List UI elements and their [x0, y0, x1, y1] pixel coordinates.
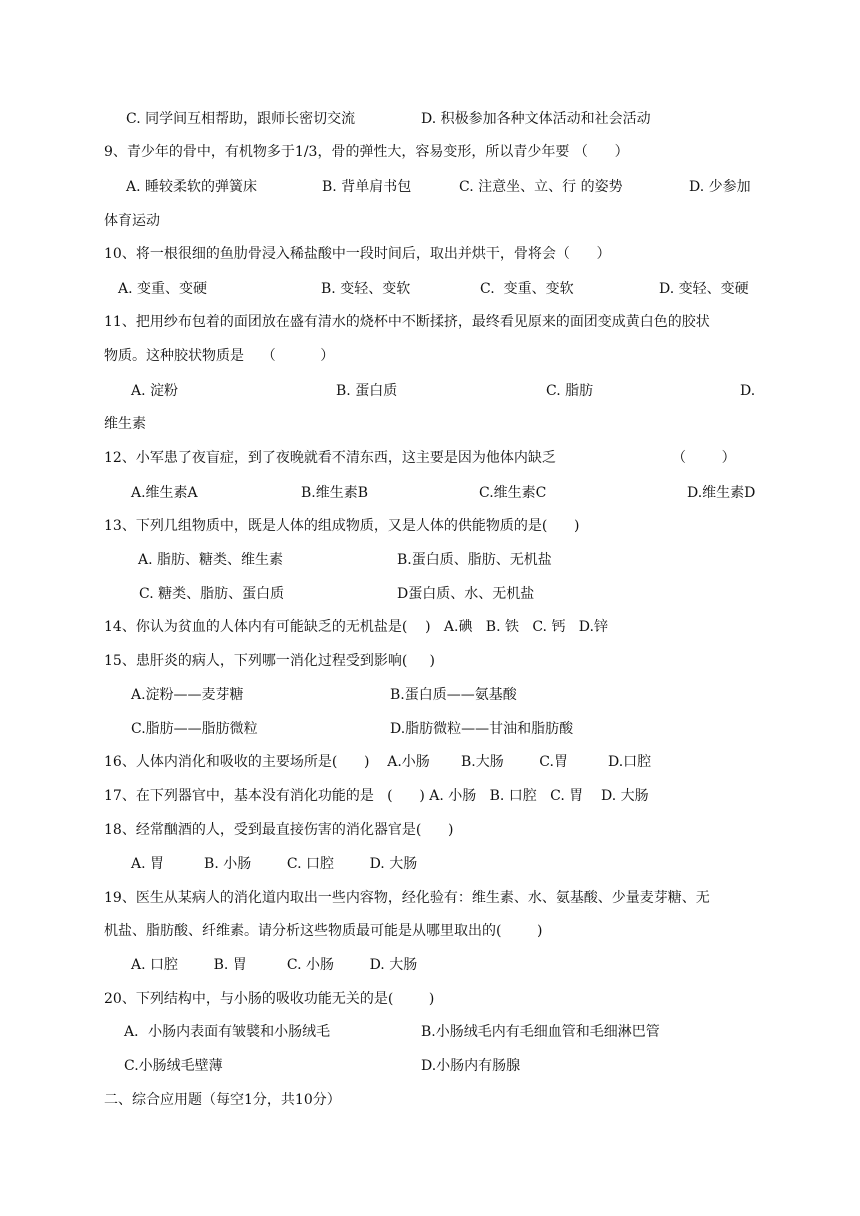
q9-option-d-wrap: 体育运动	[104, 213, 160, 229]
q15-option-c: C.脂肪——脂肪微粒	[131, 721, 258, 737]
section-2-heading: 二、综合应用题（每空1分，共10分）	[104, 1092, 341, 1108]
q11-option-a: A. 淀粉	[131, 383, 179, 399]
q13-option-c: C. 糖类、脂肪、蛋白质	[139, 586, 285, 602]
q8-option-d: D. 积极参加各种文体活动和社会活动	[421, 111, 651, 127]
q20-option-a: A．小肠内表面有皱襞和小肠绒毛	[124, 1024, 331, 1040]
q15-stem: 15、患肝炎的病人，下列哪一消化过程受到影响( )	[104, 653, 435, 669]
q12-option-a: A.维生素A	[131, 485, 198, 501]
q13-option-d: D蛋白质、水、无机盐	[397, 586, 535, 602]
q15-option-d: D.脂肪微粒——甘油和脂肪酸	[390, 721, 574, 737]
q12-stem: 12、小军患了夜盲症，到了夜晚就看不清东西，这主要是因为他体内缺乏	[104, 450, 556, 466]
q10-option-a: A. 变重、变硬	[118, 281, 208, 297]
q8-option-c: C. 同学间互相帮助，跟师长密切交流	[126, 111, 356, 127]
q20-option-d: D.小肠内有肠腺	[421, 1058, 521, 1074]
q20-option-c: C.小肠绒毛壁薄	[124, 1058, 223, 1074]
q9-option-c: C. 注意坐、立、行 的姿势	[459, 179, 623, 195]
q17-line: 17、在下列器官中，基本没有消化功能的是 ( ) A. 小肠 B. 口腔 C. 胃 D. 大肠	[104, 788, 649, 804]
q12-option-b: B.维生素B	[301, 485, 369, 501]
q19-options: A. 口腔 B. 胃 C. 小肠 D. 大肠	[131, 957, 418, 973]
q20-option-b: B.小肠绒毛内有毛细血管和毛细淋巴管	[421, 1024, 660, 1040]
q11-option-c: C. 脂肪	[546, 383, 594, 399]
q9-option-a: A. 睡较柔软的弹簧床	[126, 179, 258, 195]
q18-stem: 18、经常酗酒的人，受到最直接伤害的消化器官是( )	[104, 822, 454, 838]
q11-stem-line2: 物质。这种胶状物质是 （ ）	[104, 348, 335, 364]
q12-option-d: D.维生素D	[687, 485, 756, 501]
q12-answer-paren: （ ）	[672, 450, 736, 466]
q10-option-d: D. 变轻、变硬	[659, 281, 749, 297]
q11-option-b: B. 蛋白质	[336, 383, 398, 399]
q16-line: 16、人体内消化和吸收的主要场所是( ) A.小肠 B.大肠 C.胃 D.口腔	[104, 754, 652, 770]
q10-stem: 10、将一根很细的鱼肋骨浸入稀盐酸中一段时间后，取出并烘干，骨将会（ ）	[104, 246, 611, 262]
q13-option-b: B.蛋白质、脂肪、无机盐	[397, 552, 552, 568]
q18-options: A. 胃 B. 小肠 C. 口腔 D. 大肠	[131, 856, 418, 872]
q9-stem: 9、青少年的骨中，有机物多于1/3，骨的弹性大，容易变形，所以青少年要 （ ）	[104, 144, 629, 160]
q12-option-c: C.维生素C	[479, 485, 547, 501]
q9-option-d: D. 少参加	[689, 179, 751, 195]
q10-option-c: C. 变重、变软	[480, 281, 574, 297]
q15-option-b: B.蛋白质——氨基酸	[390, 687, 517, 703]
q11-option-d: D.	[740, 383, 756, 399]
q20-stem: 20、下列结构中，与小肠的吸收功能无关的是( )	[104, 991, 435, 1007]
q10-option-b: B. 变轻、变软	[321, 281, 411, 297]
q9-option-b: B. 背单肩书包	[322, 179, 412, 195]
q13-option-a: A. 脂肪、糖类、维生素	[138, 552, 284, 568]
q19-stem-line2: 机盐、脂肪酸、纤维素。请分析这些物质最可能是从哪里取出的( )	[104, 923, 543, 939]
q11-stem-line1: 11、把用纱布包着的面团放在盛有清水的烧杯中不断揉挤，最终看见原来的面团变成黄白色的胶状	[104, 314, 710, 330]
q11-option-d-wrap: 维生素	[104, 416, 146, 432]
q15-option-a: A.淀粉——麦芽糖	[131, 687, 244, 703]
q13-stem: 13、下列几组物质中，既是人体的组成物质，又是人体的供能物质的是( )	[104, 518, 580, 534]
q19-stem-line1: 19、医生从某病人的消化道内取出一些内容物，经化验有：维生素、水、氨基酸、少量麦芽糖、无	[104, 890, 710, 906]
q14-line: 14、你认为贫血的人体内有可能缺乏的无机盐是( ) A.碘 B. 铁 C. 钙 D.锌	[104, 619, 608, 635]
